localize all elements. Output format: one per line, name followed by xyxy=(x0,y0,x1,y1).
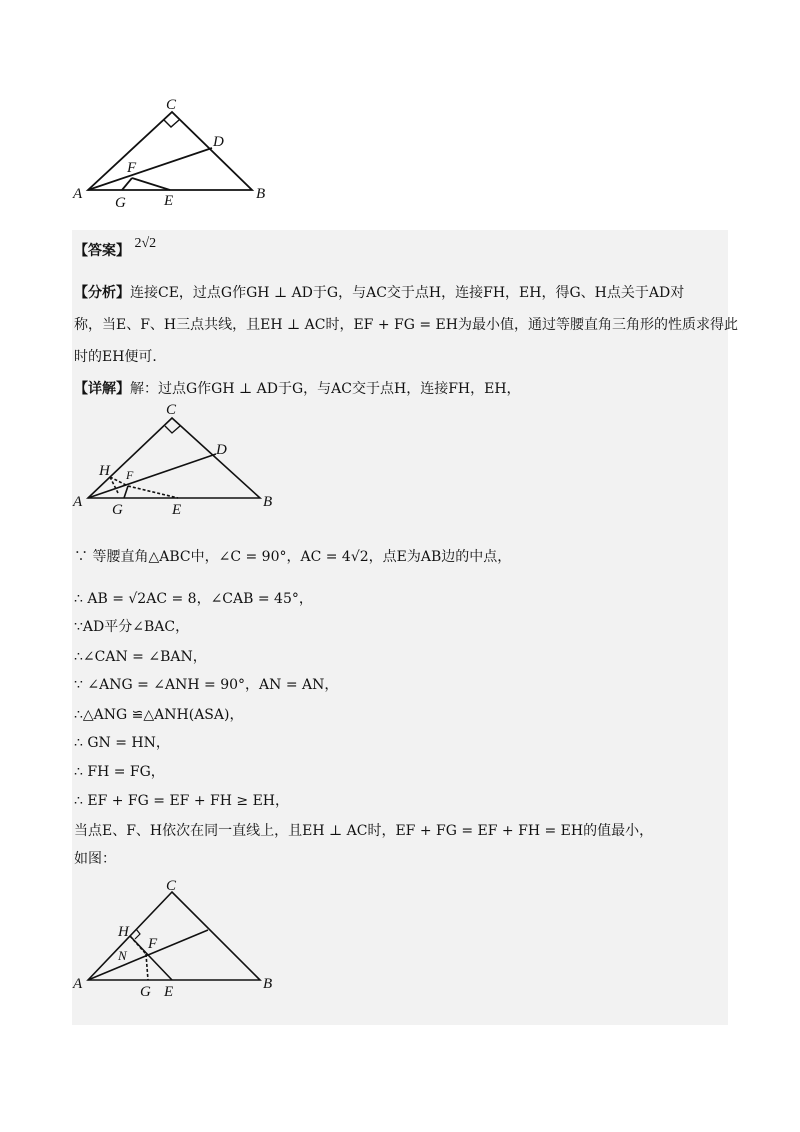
label-h-3: H xyxy=(118,924,129,940)
figure-2-svg xyxy=(60,398,285,520)
step-5: ∵ ∠ANG = ∠ANH = 90°，AN = AN， xyxy=(74,677,339,693)
segment-ng-dashed xyxy=(146,954,148,980)
detail-line-1 xyxy=(74,380,521,398)
label-f-3: F xyxy=(148,936,158,952)
step-8: ∴ FH = FG， xyxy=(74,764,165,780)
figure-3-triangle xyxy=(60,872,285,1000)
analysis-text-1: 连接CE，过点G作GH ⊥ AD于G，与AC交于点H，连接FH，EH，得G、H点关于AD对 xyxy=(130,285,685,301)
analysis-label: 【分析】 xyxy=(74,285,130,301)
figure-2-triangle xyxy=(60,398,285,520)
label-c: C xyxy=(166,97,177,113)
analysis-line-3: 时的EH便可． xyxy=(74,349,167,365)
step-11: 如图： xyxy=(74,851,116,867)
label-f-2: F xyxy=(126,468,134,482)
detail-label: 【详解】 xyxy=(74,381,130,397)
triangle-abc xyxy=(88,112,252,190)
label-g-3: G xyxy=(140,984,151,1000)
step-7: ∴ GN = HN， xyxy=(74,735,170,751)
figure-1-svg xyxy=(60,92,280,217)
label-f: F xyxy=(127,160,137,176)
label-d-2: D xyxy=(216,442,227,458)
label-g-2: G xyxy=(112,502,123,518)
label-e: E xyxy=(164,193,174,209)
label-a-3: A xyxy=(73,976,83,992)
label-a: A xyxy=(73,186,83,202)
analysis-line-2: 称，当E、F、H三点共线，且EH ⊥ AC时，EF + FG = EH为最小值，通过等腰直角三角形的性质求得此 xyxy=(74,317,738,333)
step-2: ∴ AB = √2AC = 8，∠CAB = 45°， xyxy=(74,591,313,607)
right-angle-mark-2 xyxy=(165,426,180,433)
label-b-2: B xyxy=(263,494,273,510)
label-h-2: H xyxy=(99,463,110,479)
step-9: ∴ EF + FG = EF + FH ≥ EH， xyxy=(74,793,289,809)
label-e-2: E xyxy=(172,502,182,518)
label-a-2: A xyxy=(73,494,83,510)
figure-3-svg xyxy=(60,872,285,1000)
step-4: ∴∠CAN = ∠BAN， xyxy=(74,649,207,665)
label-c-3: C xyxy=(166,878,177,894)
segment-fe-dashed xyxy=(128,486,178,498)
figure-1-triangle xyxy=(60,92,280,217)
answer-row xyxy=(74,236,157,261)
triangle-abc-3 xyxy=(88,892,260,980)
detail-text-1: 解：过点G作GH ⊥ AD于G，与AC交于点H，连接FH，EH， xyxy=(130,381,521,397)
right-angle-mark xyxy=(164,120,179,127)
label-d: D xyxy=(213,134,224,150)
answer-label: 【答案】 xyxy=(74,243,130,259)
answer-value: 2√2 xyxy=(134,236,157,251)
label-b-3: B xyxy=(263,976,273,992)
step-6: ∴△ANG ≌△ANH(ASA)， xyxy=(74,707,244,723)
label-n-3: N xyxy=(118,948,127,963)
step-3: ∵AD平分∠BAC， xyxy=(74,619,190,635)
label-c-2: C xyxy=(166,402,177,418)
triangle-abc-2 xyxy=(88,418,260,498)
step-1: ∵ 等腰直角△ABC中，∠C = 90°，AC = 4√2，点E为AB边的中点， xyxy=(74,549,512,565)
label-g: G xyxy=(115,195,126,211)
segment-gf-2 xyxy=(124,486,128,498)
step-10: 当点E、F、H依次在同一直线上，且EH ⊥ AC时，EF + FG = EF + FH = EH的值最小， xyxy=(74,823,654,839)
segment-gf xyxy=(122,178,132,190)
segment-fe xyxy=(132,178,170,190)
label-e-3: E xyxy=(164,984,174,1000)
label-b: B xyxy=(256,186,266,202)
analysis-line-1 xyxy=(74,284,684,302)
